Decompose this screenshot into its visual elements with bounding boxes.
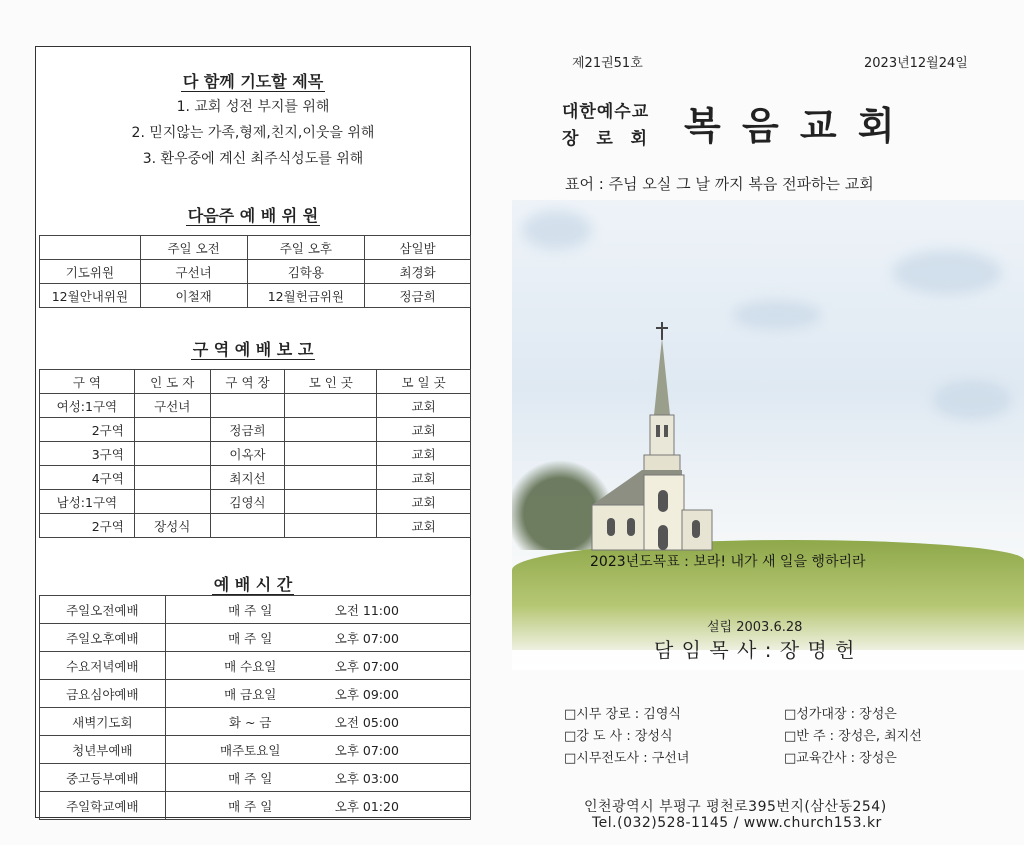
table-row: 3구역 이옥자 교회 bbox=[40, 442, 471, 466]
denomination-line-1: 대한예수교 bbox=[562, 102, 650, 122]
table-row: 주일오전예배 매 주 일 오전 11:00 bbox=[40, 596, 471, 624]
schedule-table bbox=[39, 595, 471, 820]
table-row: 중고등부예배 매 주 일 오후 03:00 bbox=[40, 764, 471, 792]
staff-item: □강 도 사 : 장성식 bbox=[564, 729, 673, 744]
staff-item: □교육간사 : 장성은 bbox=[784, 751, 897, 766]
cover-page bbox=[512, 0, 1024, 845]
table-row: 2구역 장성식 교회 bbox=[40, 514, 471, 538]
issue-date: 2023년12월24일 bbox=[864, 56, 968, 71]
district-title: 구 역 예 배 보 고 bbox=[192, 340, 314, 359]
table-row: 4구역 최지선 교회 bbox=[40, 466, 471, 490]
district-table bbox=[39, 369, 471, 538]
prayer-title: 다 함께 기도할 제목 bbox=[182, 72, 324, 91]
table-row: 새벽기도회 화 ~ 금 오전 05:00 bbox=[40, 708, 471, 736]
cloud bbox=[522, 210, 592, 250]
left-page bbox=[35, 46, 471, 818]
staff-item: □반 주 : 장성은, 최지선 bbox=[784, 729, 922, 744]
next-week-table bbox=[39, 235, 471, 308]
staff-list-right bbox=[784, 704, 922, 770]
table-row: 12월안내위원 이철재 12월헌금위원 정금희 bbox=[40, 284, 471, 308]
prayer-item: 2. 믿지않는 가족,형제,친지,이웃을 위해 bbox=[131, 125, 375, 141]
yearly-goal: 2023년도목표 : 보라! 내가 새 일을 행하리라 bbox=[590, 554, 866, 570]
table-row: 여성:1구역 구선녀 교회 bbox=[40, 394, 471, 418]
table-row: 수요저녁예배 매 수요일 오후 07:00 bbox=[40, 652, 471, 680]
issue-number: 제21권51호 bbox=[572, 56, 643, 71]
table-header-row: 구 역 인 도 자 구 역 장 모 인 곳 모 일 곳 bbox=[40, 370, 471, 394]
cloud bbox=[732, 300, 822, 330]
table-row: 청년부예배 매주토요일 오후 07:00 bbox=[40, 736, 471, 764]
table-row: 기도위원 구선녀 김학용 최경화 bbox=[40, 260, 471, 284]
schedule-title: 예 배 시 간 bbox=[213, 575, 293, 594]
staff-list-left bbox=[564, 704, 689, 770]
church-address: 인천광역시 부평구 평천로395번지(삼산동254) bbox=[584, 799, 887, 815]
church-contact: Tel.(032)528-1145 / www.church153.kr bbox=[592, 815, 882, 831]
prayer-item: 3. 환우중에 계신 최주식성도를 위해 bbox=[142, 151, 364, 167]
staff-item: □시무 장로 : 김영식 bbox=[564, 707, 681, 722]
next-week-title: 다음주 예 배 위 원 bbox=[187, 206, 319, 225]
staff-item: □성가대장 : 장성은 bbox=[784, 707, 897, 722]
founded-date: 설립 2003.6.28 bbox=[707, 620, 803, 635]
table-row: 2구역 정금희 교회 bbox=[40, 418, 471, 442]
prayer-section bbox=[36, 69, 470, 172]
prayer-item: 1. 교회 성전 부지를 위해 bbox=[176, 99, 330, 115]
motto: 표어 : 주님 오실 그 날 까지 복음 전파하는 교회 bbox=[565, 175, 874, 193]
cloud bbox=[892, 250, 1002, 295]
staff-item: □시무전도사 : 구선녀 bbox=[564, 751, 690, 766]
table-header-row: 주일 오전 주일 오후 삼일밤 bbox=[40, 236, 471, 260]
church-illustration bbox=[582, 320, 722, 560]
table-row: 주일오후예배 매 주 일 오후 07:00 bbox=[40, 624, 471, 652]
pastor-name: 담 임 목 사 : 장 명 헌 bbox=[654, 638, 856, 662]
table-row: 금요심야예배 매 금요일 오후 09:00 bbox=[40, 680, 471, 708]
cloud bbox=[932, 380, 1012, 420]
table-row: 주일학교예배 매 주 일 오후 01:20 bbox=[40, 792, 471, 820]
table-row: 남성:1구역 김영식 교회 bbox=[40, 490, 471, 514]
denomination-line-2: 장 로 회 bbox=[562, 129, 654, 149]
church-name: 복 음 교 회 bbox=[684, 103, 899, 148]
